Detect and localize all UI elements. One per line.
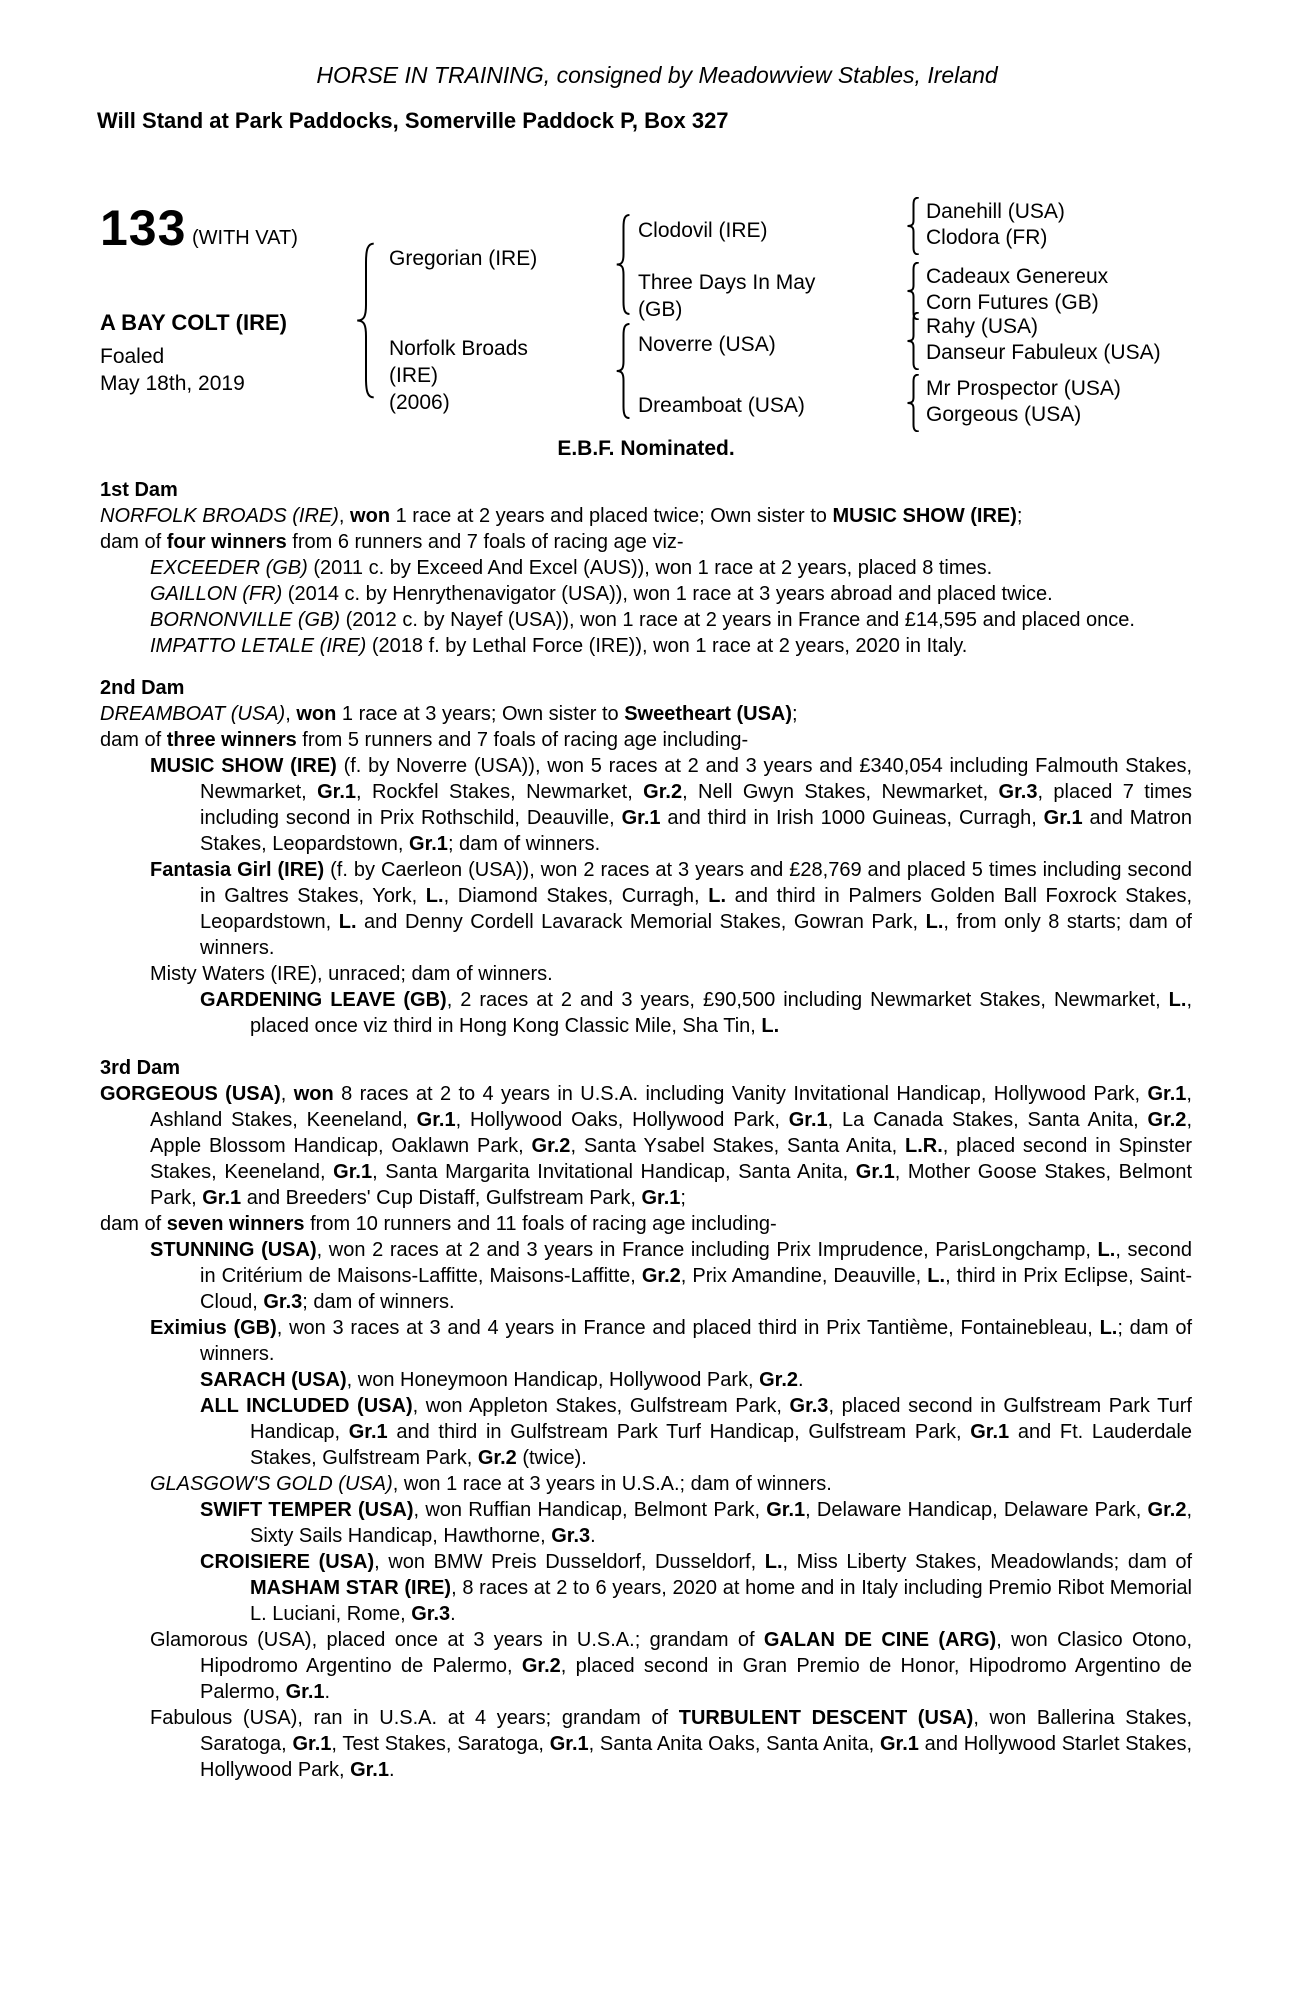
text-run: . — [590, 1525, 596, 1547]
dam-heading: 3rd Dam — [100, 1057, 181, 1079]
text-run: . — [798, 1369, 804, 1391]
text-run: Fabulous (USA), ran in U.S.A. at 4 years; grandam of — [150, 1707, 679, 1729]
text-run: Gr.3 — [789, 1395, 829, 1417]
text-run: seven winners — [166, 1213, 305, 1235]
text-run: and Ft. Lauderdale Stakes, Gulfstream Park, — [250, 1421, 1193, 1469]
pedigree-paragraph — [100, 1367, 1192, 1393]
pedigree-paragraph — [100, 503, 1192, 529]
text-run: EXCEEDER (GB) — [150, 557, 308, 579]
grandsire-maternal: Noverre (USA) — [638, 333, 776, 356]
text-run: Gr.1 — [855, 1161, 895, 1183]
text-run: , won Honeymoon Handicap, Hollywood Park, — [346, 1369, 760, 1391]
text-run: ; dam of winners. — [447, 833, 601, 855]
text-run: BORNONVILLE (GB) — [150, 609, 341, 631]
text-run: L. — [1099, 1317, 1118, 1339]
text-run: and Denny Cordell Lavarack Memorial Stakes, Gowran Park, — [356, 911, 926, 933]
pedigree-brace-sire — [615, 214, 632, 315]
text-run: GARDENING LEAVE (GB) — [200, 989, 447, 1011]
text-run: , won 1 race at 3 years in U.S.A.; dam of winners. — [392, 1473, 832, 1495]
text-run: 1 race at 2 years and placed twice; Own sister to — [390, 505, 833, 527]
text-run: , 8 races at 2 to 6 years, 2020 at home and in Italy including Premio Ribot Memorial L. Luciani, Rome, — [250, 1577, 1192, 1625]
text-run: MUSIC SHOW (IRE) — [832, 505, 1017, 527]
text-run: , Delaware Handicap, Delaware Park, — [805, 1499, 1148, 1521]
text-run: , Rockfel Stakes, Newmarket, — [356, 781, 644, 803]
text-run: , — [280, 1083, 294, 1105]
ggp-name: Gorgeous (USA) — [926, 403, 1082, 426]
text-run: , Mother Goose Stakes, Belmont Park, — [150, 1161, 1193, 1209]
text-run: , won BMW Preis Dusseldorf, Dusseldorf, — [374, 1551, 765, 1573]
text-run: , won Clasico Otono, Hipodromo Argentino de Palermo, — [200, 1629, 1193, 1677]
ggp-name: Mr Prospector (USA) — [926, 377, 1121, 400]
text-run: Gr.3 — [551, 1525, 591, 1547]
text-run: SARACH (USA) — [200, 1369, 347, 1391]
text-run: MUSIC SHOW (IRE) — [150, 755, 337, 777]
ggp-name: Cadeaux Genereux — [926, 265, 1109, 288]
pedigree-brace-gg4 — [906, 374, 921, 432]
vat-note: (WITH VAT) — [192, 227, 298, 249]
grandsire-paternal: Clodovil (IRE) — [638, 219, 768, 242]
text-run: dam of — [100, 1213, 167, 1235]
text-run: dam of — [100, 729, 167, 751]
text-run: and Breeders' Cup Distaff, Gulfstream Park, — [241, 1187, 642, 1209]
dam-sections — [100, 477, 1192, 1783]
pedigree-paragraph — [100, 1497, 1192, 1549]
text-run: Gr.1 — [621, 807, 661, 829]
dam-heading: 1st Dam — [100, 479, 178, 501]
foaled-label: Foaled — [100, 345, 165, 368]
pedigree-paragraph — [100, 727, 1192, 753]
pedigree-paragraph — [100, 555, 1192, 581]
great-grandparents-pair4 — [926, 376, 1121, 428]
text-run: Gr.2 — [1147, 1499, 1187, 1521]
text-run: Gr.3 — [263, 1291, 303, 1313]
text-run: , 2 races at 2 and 3 years, £90,500 including Newmarket Stakes, Newmarket, — [446, 989, 1169, 1011]
text-run: , Ashland Stakes, Keeneland, — [150, 1083, 1192, 1131]
text-run: Gr.1 — [766, 1499, 806, 1521]
text-run: (2012 c. by Nayef (USA)), won 1 race at 2 years in France and £14,595 and placed once. — [340, 609, 1135, 631]
text-run: , placed 7 times including second in Prix Rothschild, Deauville, — [200, 781, 1192, 829]
text-run: Gr.1 — [1043, 807, 1083, 829]
text-run: , — [285, 703, 297, 725]
text-run: L. — [708, 885, 727, 907]
text-run: ; dam of winners. — [200, 1317, 1192, 1365]
text-run: ; — [1016, 505, 1023, 527]
text-run: , Prix Amandine, Deauville, — [680, 1265, 928, 1287]
pedigree-brace-gen1 — [355, 242, 377, 399]
pedigree-paragraph — [100, 1237, 1192, 1315]
text-run: , third in Prix Eclipse, Saint-Cloud, — [200, 1265, 1193, 1313]
text-run: and Matron Stakes, Leopardstown, — [200, 807, 1193, 855]
text-run: TURBULENT DESCENT (USA) — [678, 1707, 974, 1729]
pedigree-paragraph — [100, 581, 1192, 607]
text-run: STUNNING (USA) — [150, 1239, 317, 1261]
text-run: L.R. — [905, 1135, 943, 1157]
text-run: Gr.1 — [285, 1681, 325, 1703]
text-run: , second in Critérium de Maisons-Laffitte, Maisons-Laffitte, — [200, 1239, 1193, 1287]
text-run: Gr.1 — [879, 1733, 919, 1755]
horse-title: A BAY COLT (IRE) — [100, 310, 288, 335]
text-run: from 10 runners and 11 foals of racing age including- — [304, 1213, 777, 1235]
text-run: , Diamond Stakes, Curragh, — [443, 885, 709, 907]
pedigree-paragraph — [100, 987, 1192, 1039]
text-run: MASHAM STAR (IRE) — [250, 1577, 452, 1599]
text-run: , won 2 races at 2 and 3 years in France including Prix Imprudence, ParisLongchamp, — [316, 1239, 1098, 1261]
text-run: Gr.1 — [549, 1733, 589, 1755]
text-run: , Nell Gwyn Stakes, Newmarket, — [682, 781, 999, 803]
granddam-paternal-line2: (GB) — [638, 298, 683, 321]
text-run: SWIFT TEMPER (USA) — [200, 1499, 414, 1521]
pedigree-paragraph — [100, 857, 1192, 961]
text-run: , Apple Blossom Handicap, Oaklawn Park, — [150, 1109, 1192, 1157]
text-run: Gr.1 — [202, 1187, 242, 1209]
stand-location-line: Will Stand at Park Paddocks, Somerville Paddock P, Box 327 — [97, 108, 729, 133]
foaled-date: May 18th, 2019 — [100, 372, 245, 395]
text-run: Gr.2 — [643, 781, 683, 803]
text-run: (f. by Caerleon (USA)), won 2 races at 3 years and £28,769 and placed 5 times including second in Galtres Stakes, York, — [200, 859, 1192, 907]
granddam-paternal-line1: Three Days In May — [638, 271, 816, 294]
text-run: won — [293, 1083, 334, 1105]
text-run: L. — [425, 885, 444, 907]
pedigree-paragraph — [100, 607, 1192, 633]
pedigree-paragraph — [100, 1549, 1192, 1627]
lot-number: 133 — [100, 200, 187, 256]
granddam-paternal — [638, 269, 815, 323]
great-grandparents-pair3 — [926, 314, 1161, 366]
text-run: Gr.1 — [333, 1161, 373, 1183]
text-run: Eximius (GB) — [150, 1317, 277, 1339]
text-run: Gr.1 — [348, 1421, 388, 1443]
text-run: and third in Gulfstream Park Turf Handicap, Gulfstream Park, — [387, 1421, 971, 1443]
text-run: won — [350, 505, 391, 527]
text-run: (2018 f. by Lethal Force (IRE)), won 1 race at 2 years, 2020 in Italy. — [366, 635, 968, 657]
text-run: Gr.1 — [416, 1109, 456, 1131]
text-run: Gr.3 — [411, 1603, 451, 1625]
pedigree-paragraph — [100, 529, 1192, 555]
text-run: ; — [792, 703, 798, 725]
text-run: , placed second in Gulfstream Park Turf Handicap, — [250, 1395, 1192, 1443]
text-run: L. — [764, 1551, 783, 1573]
great-grandparents-pair2 — [926, 264, 1108, 316]
text-run: . — [450, 1603, 456, 1625]
pedigree-paragraph — [100, 1471, 1192, 1497]
text-run: GLASGOW'S GOLD (USA) — [150, 1473, 393, 1495]
text-run: IMPATTO LETALE (IRE) — [150, 635, 367, 657]
text-run: Gr.1 — [317, 781, 356, 803]
text-run: Misty Waters (IRE), unraced; dam of winners. — [150, 963, 553, 985]
text-run: CROISIERE (USA) — [200, 1551, 375, 1573]
text-run: Gr.2 — [521, 1655, 561, 1677]
text-run: four winners — [166, 531, 287, 553]
pedigree-paragraph — [100, 1627, 1192, 1705]
text-run: three winners — [166, 729, 297, 751]
text-run: , placed once viz third in Hong Kong Classic Mile, Sha Tin, — [250, 989, 1192, 1037]
text-run: (2011 c. by Exceed And Excel (AUS)), won 1 race at 2 years, placed 8 times. — [307, 557, 993, 579]
text-run: , Test Stakes, Saratoga, — [331, 1733, 550, 1755]
text-run: Gr.1 — [641, 1187, 681, 1209]
ggp-name: Corn Futures (GB) — [926, 291, 1099, 314]
sire-name: Gregorian (IRE) — [389, 247, 538, 270]
text-run: , won Ruffian Handicap, Belmont Park, — [413, 1499, 767, 1521]
text-run: , La Canada Stakes, Santa Anita, — [827, 1109, 1148, 1131]
text-run: , won Appleton Stakes, Gulfstream Park, — [412, 1395, 790, 1417]
text-run: Sweetheart (USA) — [624, 703, 793, 725]
text-run: from 6 runners and 7 foals of racing age viz- — [286, 531, 684, 553]
ggp-name: Clodora (FR) — [926, 226, 1048, 249]
granddam-maternal: Dreamboat (USA) — [638, 394, 805, 417]
text-run: 1 race at 3 years; Own sister to — [336, 703, 625, 725]
text-run: (f. by Noverre (USA)), won 5 races at 2 and 3 years and £340,054 including Falmouth Stakes, Newmarket, — [200, 755, 1193, 803]
dam-name-line1: Norfolk Broads — [389, 337, 528, 360]
text-run: (2014 c. by Henrythenavigator (USA)), won 1 race at 3 years abroad and placed twice. — [282, 583, 1053, 605]
text-run: . — [388, 1759, 395, 1781]
text-run: NORFOLK BROADS (IRE) — [100, 505, 339, 527]
pedigree-paragraph — [100, 753, 1192, 857]
pedigree-paragraph — [100, 633, 1192, 659]
pedigree-paragraph — [100, 1081, 1192, 1211]
text-run: , Santa Anita Oaks, Santa Anita, — [588, 1733, 880, 1755]
text-run: GORGEOUS (USA) — [100, 1083, 281, 1105]
text-run: , Santa Ysabel Stakes, Santa Anita, — [570, 1135, 905, 1157]
pedigree-paragraph — [100, 961, 1192, 987]
text-run: , Sixty Sails Handicap, Hawthorne, — [250, 1499, 1193, 1547]
pedigree-paragraph — [100, 1211, 1192, 1237]
great-grandparents-pair1 — [926, 199, 1065, 251]
dam-name-line3: (2006) — [389, 391, 450, 414]
text-run: L. — [1168, 989, 1187, 1011]
ggp-name: Rahy (USA) — [926, 315, 1039, 338]
text-run: GALAN DE CINE (ARG) — [763, 1629, 997, 1651]
text-run: Gr.2 — [641, 1265, 681, 1287]
text-run: , from only 8 starts; dam of winners. — [200, 911, 1192, 959]
text-run: L. — [761, 1015, 780, 1037]
text-run: Fantasia Girl (IRE) — [150, 859, 325, 881]
text-run: , placed second in Spinster Stakes, Keeneland, — [150, 1135, 1192, 1183]
pedigree-brace-dam — [615, 323, 632, 419]
text-run: 8 races at 2 to 4 years in U.S.A. including Vanity Invitational Handicap, Hollywood Park, — [333, 1083, 1148, 1105]
text-run: L. — [1097, 1239, 1116, 1261]
dam-name-line2: (IRE) — [389, 364, 438, 387]
text-run: Gr.1 — [292, 1733, 332, 1755]
consignor-header: HORSE IN TRAINING, consigned by Meadowview Stables, Ireland — [316, 62, 998, 88]
text-run: L. — [927, 1265, 946, 1287]
text-run: , — [338, 505, 351, 527]
dam-name — [389, 335, 528, 416]
text-run: , won 3 races at 3 and 4 years in France and placed third in Prix Tantième, Fontainebleau, — [276, 1317, 1100, 1339]
text-run: Gr.1 — [1147, 1083, 1187, 1105]
text-run: L. — [925, 911, 944, 933]
text-run: GAILLON (FR) — [150, 583, 283, 605]
pedigree-paragraph — [100, 1315, 1192, 1367]
text-run: (twice). — [516, 1447, 587, 1469]
text-run: . — [324, 1681, 331, 1703]
text-run: Gr.3 — [998, 781, 1038, 803]
pedigree-paragraph — [100, 1393, 1192, 1471]
text-run: won — [296, 703, 337, 725]
text-run: and Hollywood Starlet Stakes, Hollywood Park, — [200, 1733, 1192, 1781]
text-run: Gr.2 — [759, 1369, 799, 1391]
text-run: Gr.1 — [409, 833, 448, 855]
dam-heading: 2nd Dam — [100, 677, 185, 699]
pedigree-brace-gg3 — [906, 312, 921, 370]
ggp-name: Danehill (USA) — [926, 200, 1065, 223]
pedigree-paragraph — [100, 1705, 1192, 1783]
text-run: Glamorous (USA), placed once at 3 years in U.S.A.; grandam of — [150, 1629, 764, 1651]
text-run: dam of — [100, 531, 167, 553]
text-run: and third in Irish 1000 Guineas, Curragh, — [660, 807, 1044, 829]
text-run: , Miss Liberty Stakes, Meadowlands; dam of — [782, 1551, 1193, 1573]
text-run: Gr.2 — [1147, 1109, 1187, 1131]
pedigree-brace-gg1 — [906, 197, 921, 255]
text-run: ; dam of winners. — [302, 1291, 455, 1313]
text-run: L. — [338, 911, 357, 933]
ebf-nominated-line: E.B.F. Nominated. — [557, 437, 735, 460]
pedigree-paragraph — [100, 701, 1192, 727]
text-run: , Santa Margarita Invitational Handicap, Santa Anita, — [372, 1161, 856, 1183]
text-run: Gr.2 — [531, 1135, 571, 1157]
text-run: and third in Palmers Golden Ball Foxrock Stakes, Leopardstown, — [200, 885, 1192, 933]
text-run: , Hollywood Oaks, Hollywood Park, — [455, 1109, 789, 1131]
text-run: , won Ballerina Stakes, Saratoga, — [200, 1707, 1193, 1755]
text-run: from 5 runners and 7 foals of racing age including- — [296, 729, 749, 751]
text-run: Gr.1 — [788, 1109, 828, 1131]
text-run: Gr.1 — [970, 1421, 1010, 1443]
text-run: Gr.2 — [477, 1447, 517, 1469]
text-run: DREAMBOAT (USA) — [100, 703, 286, 725]
ggp-name: Danseur Fabuleux (USA) — [926, 341, 1161, 364]
text-run: ALL INCLUDED (USA) — [200, 1395, 413, 1417]
text-run: Gr.1 — [350, 1759, 389, 1781]
text-run: , placed second in Gran Premio de Honor, Hipodromo Argentino de Palermo, — [200, 1655, 1192, 1703]
text-run: ; — [680, 1187, 686, 1209]
